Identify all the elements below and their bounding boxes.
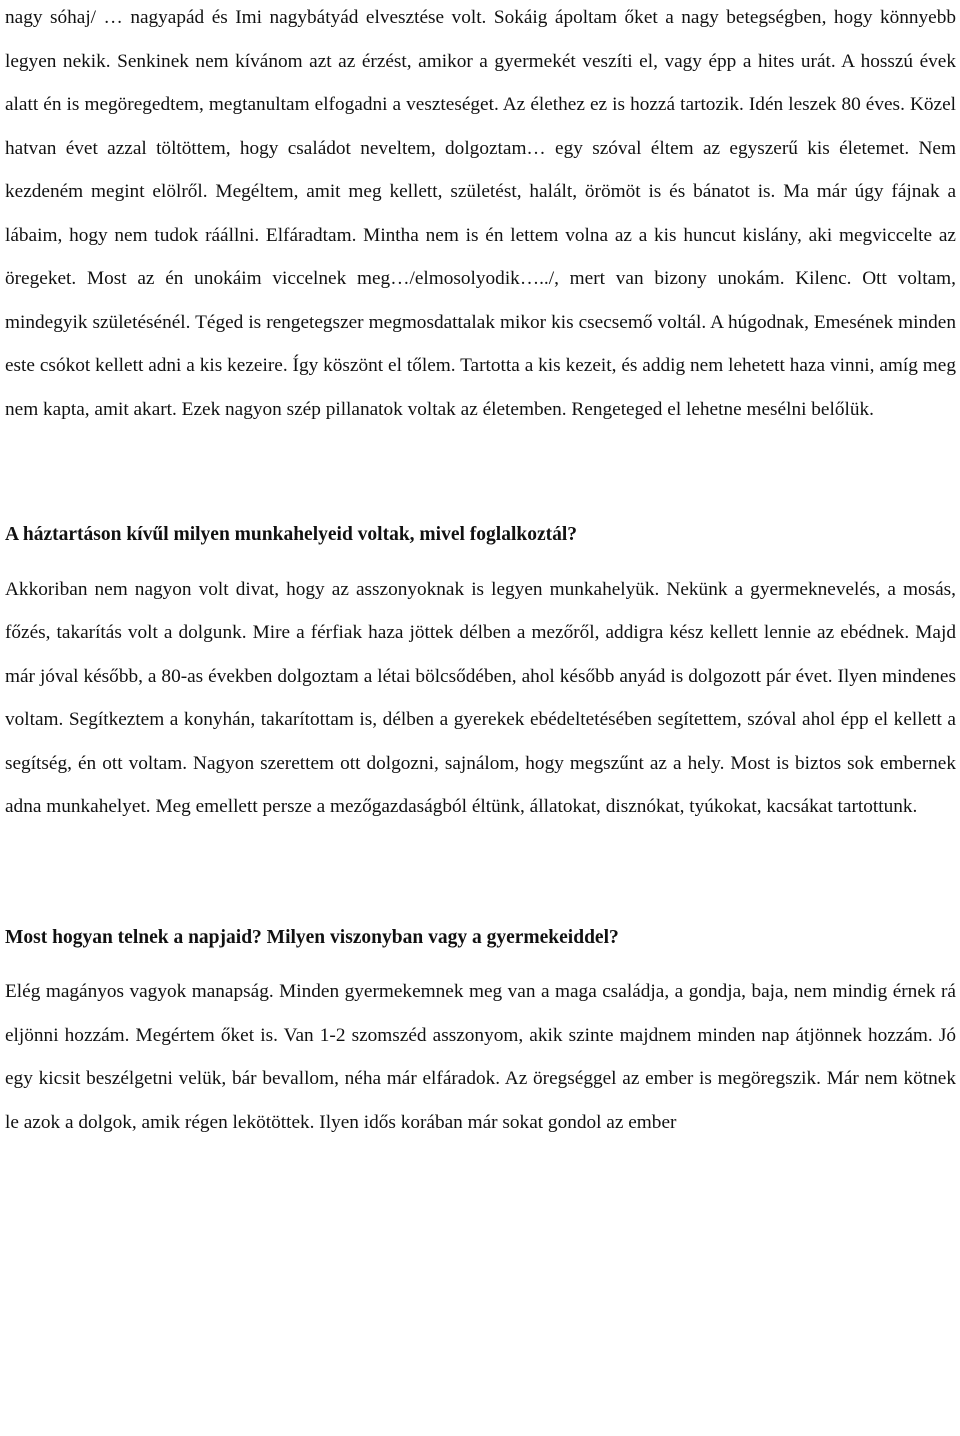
question-heading-daily-life: Most hogyan telnek a napjaid? Milyen viszonyban vagy a gyermekeiddel? bbox=[5, 926, 619, 948]
paragraph-daily-life-answer: Elég magányos vagyok manapság. Minden gyermekemnek meg van a maga családja, a gondja, baja, nem mindig érnek rá eljönni hozzám. Megértem őket is. Van 1-2 szomszéd asszonyom, akik szinte majdnem minden nap átjönnek hozzám. Jó egy kicsit beszélgetni velük, bár bevallom, néha már elfáradok. Az öregséggel az ember is megöregszik. Már nem kötnek le azok a dolgok, amik régen lekötöttek. Ilyen idős korában már sokat gondol az ember bbox=[5, 981, 956, 1133]
paragraph-workplaces-answer: Akkoriban nem nagyon volt divat, hogy az asszonyoknak is legyen munkahelyük. Nekünk a gyermeknevelés, a mosás, főzés, takarítás volt a dolgunk. Mire a férfiak haza jöttek délben a mezőről, addigra kész kellett lennie az ebédnek. Majd már jóval később, a 80-as években dolgoztam a létai bölcsődében, ahol később anyád is dolgozott pár évet. Ilyen mindenes voltam. Segítkeztem a konyhán, takarítottam is, délben a gyerekek ebédeltetésében segítettem, szóval ahol épp el kellett a segítség, én ott voltam. Nagyon szerettem ott dolgozni, sajnálom, hogy megszűnt az a hely. Most is biztos sok embernek adna munkahelyet. Meg emellett persze a mezőgazdaságból éltünk, állatokat, disznókat, tyúkokat, kacsákat tartottunk. bbox=[5, 578, 956, 817]
paragraph-memories: nagy sóhaj/ … nagyapád és Imi nagybátyád elvesztése volt. Sokáig ápoltam őket a nagy betegségben, hogy könnyebb legyen nekik. Senkinek nem kívánom azt az érzést, amikor a gyermekét veszíti el, vagy épp a hites urát. A hosszú évek alatt én is megöregedtem, megtanultam elfogadni a veszteséget. Az élethez ez is hozzá tartozik. Idén leszek 80 éves. Közel hatvan évet azzal töltöttem, hogy családot neveltem, dolgoztam… egy szóval éltem az egyszerű kis életemet. Nem kezdeném megint elölről. Megéltem, amit meg kellett, születést, halált, örömöt is és bánatot is. Ma már úgy fájnak a lábaim, hogy nem tudok ráállni. Elfáradtam. Mintha nem is én lettem volna az a kis huncut kislány, aki megviccelte az öregeket. Most az én unokáim viccelnek meg…/elmosolyodik…../, mert van bizony unokám. Kilenc. Ott voltam, mindegyik születésénél. Téged is rengetegszer megmosdattalak mikor kis csecsemő voltál. A húgodnak, Emesének minden este csókot kellett adni a kis kezeire. Így köszönt el tőlem. Tartotta a kis kezeit, és addig nem lehetett haza vinni, amíg meg nem kapta, amit akart. Ezek nagyon szép pillanatok voltak az életemben. Rengeteged el lehetne mesélni belőlük. bbox=[5, 7, 956, 420]
question-heading-workplaces: A háztartáson kívűl milyen munkahelyeid voltak, mivel foglalkoztál? bbox=[5, 524, 578, 545]
document-page bbox=[5, 0, 956, 1144]
